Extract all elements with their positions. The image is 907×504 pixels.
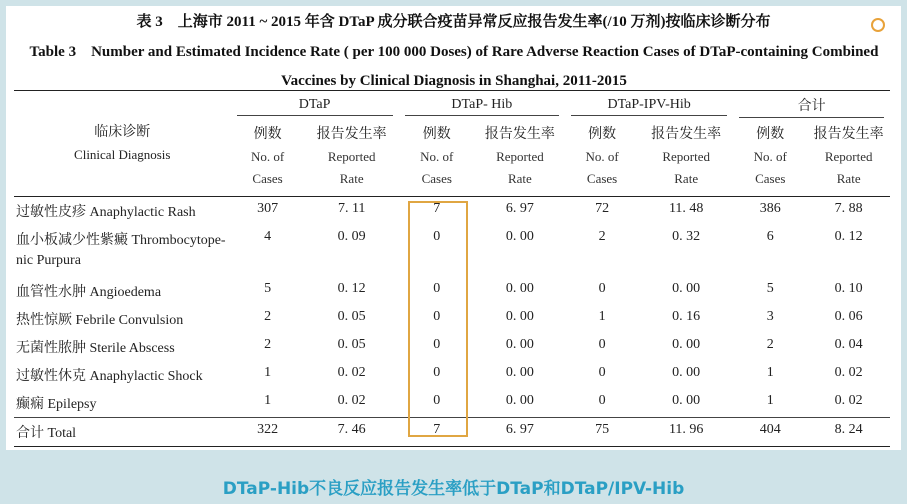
group-header-total: 合计 bbox=[733, 91, 890, 121]
cases-cell: 2 bbox=[598, 229, 606, 244]
cases-cell: 75 bbox=[595, 422, 610, 437]
cases-subheader-cn: 例数 bbox=[588, 127, 617, 142]
rate-cell: 8. 24 bbox=[834, 422, 863, 437]
rate-cell: 0. 02 bbox=[834, 393, 863, 408]
cases-cell: 1 bbox=[264, 365, 272, 380]
cases-cell: 5 bbox=[264, 281, 272, 296]
rate-cell: 0. 02 bbox=[337, 393, 366, 408]
cases-subheader bbox=[565, 120, 639, 197]
diagnosis-header-en: Clinical Diagnosis bbox=[74, 146, 171, 162]
cases-subheader bbox=[399, 120, 475, 197]
diagnosis-label-text: 血小板减少性紫癜 Thrombocytope- bbox=[16, 233, 226, 248]
rate-cell: 0. 16 bbox=[672, 309, 701, 324]
cases-subheader bbox=[733, 120, 807, 197]
cases-cell: 0 bbox=[598, 365, 606, 380]
rate-subheader-cn: 报告发生率 bbox=[316, 127, 387, 142]
cases-cell: 1 bbox=[598, 309, 606, 324]
rate-cell: 7. 46 bbox=[337, 422, 366, 437]
rate-subheader bbox=[475, 120, 565, 197]
rate-cell: 0. 05 bbox=[337, 309, 366, 324]
rate-cell: 0. 00 bbox=[505, 365, 534, 380]
cases-subheader-cn: 例数 bbox=[422, 127, 451, 142]
cases-cell: 0 bbox=[433, 337, 441, 352]
diagnosis-label-text: 合计 Total bbox=[16, 426, 77, 441]
rate-subheader bbox=[807, 120, 890, 197]
rate-cell: 0. 12 bbox=[834, 229, 863, 244]
rate-subheader-en-line1: Reported bbox=[496, 149, 544, 164]
rate-subheader bbox=[305, 120, 399, 197]
cases-cell: 0 bbox=[433, 365, 441, 380]
cases-cell: 5 bbox=[766, 281, 774, 296]
cases-subheader-en-line2: Cases bbox=[252, 171, 283, 186]
rate-cell: 0. 00 bbox=[672, 281, 701, 296]
cases-subheader-en-line1: No. of bbox=[420, 149, 454, 164]
cases-cell: 0 bbox=[598, 393, 606, 408]
diagnosis-label bbox=[14, 305, 231, 333]
cases-subheader-en-line1: No. of bbox=[585, 149, 619, 164]
cases-subheader-en-line1: No. of bbox=[753, 149, 787, 164]
rate-cell: 11. 48 bbox=[668, 201, 704, 216]
diagnosis-header bbox=[14, 91, 231, 197]
cases-cell: 3 bbox=[766, 309, 774, 324]
dtap-hib-cases-highlight bbox=[408, 201, 468, 437]
cases-cell: 0 bbox=[433, 229, 441, 244]
cases-subheader-en-line2: Cases bbox=[586, 171, 618, 186]
cases-cell: 386 bbox=[759, 201, 781, 216]
rate-subheader bbox=[639, 120, 733, 197]
cases-cell: 2 bbox=[766, 337, 774, 352]
summary-caption: DTaP-Hib不良反应报告发生率低于DTaP和DTaP/IPV-Hib bbox=[222, 479, 685, 499]
rate-cell: 0. 02 bbox=[834, 365, 863, 380]
cases-cell: 1 bbox=[766, 365, 774, 380]
cases-cell: 1 bbox=[264, 393, 272, 408]
rate-subheader-en-line2: Rate bbox=[339, 171, 364, 186]
diagnosis-label bbox=[14, 277, 231, 305]
cases-cell: 7 bbox=[433, 422, 441, 437]
rate-cell: 0. 00 bbox=[672, 393, 701, 408]
rate-cell: 0. 00 bbox=[672, 337, 701, 352]
rate-subheader-en-line1: Reported bbox=[824, 149, 873, 164]
rate-cell: 0. 09 bbox=[337, 229, 366, 244]
rate-cell: 0. 04 bbox=[834, 337, 863, 352]
rate-cell: 7. 88 bbox=[834, 201, 863, 216]
cases-cell: 2 bbox=[264, 309, 272, 324]
rate-cell: 0. 12 bbox=[337, 281, 366, 296]
rate-cell: 0. 10 bbox=[834, 281, 863, 296]
cases-cell: 6 bbox=[766, 229, 774, 244]
cases-cell: 322 bbox=[257, 422, 279, 437]
diagnosis-label bbox=[14, 333, 231, 361]
group-header-dtap: DTaP bbox=[231, 91, 399, 121]
cases-subheader-en-line2: Cases bbox=[755, 171, 786, 186]
diagnosis-label-text-cont: nic Purpura bbox=[16, 253, 81, 268]
diagnosis-label bbox=[14, 389, 231, 418]
rate-cell: 0. 00 bbox=[505, 337, 534, 352]
cases-cell: 307 bbox=[257, 201, 279, 216]
diagnosis-label-text: 癫痫 Epilepsy bbox=[16, 397, 97, 412]
rate-cell: 11. 96 bbox=[668, 422, 704, 437]
rate-cell: 6. 97 bbox=[505, 201, 534, 216]
rate-subheader-cn: 报告发生率 bbox=[813, 127, 884, 142]
diagnosis-label-text: 热性惊厥 Febrile Convulsion bbox=[16, 313, 184, 328]
group-header-dtap-ipv-hib: DTaP-IPV-Hib bbox=[565, 91, 733, 121]
rate-cell: 0. 00 bbox=[672, 365, 701, 380]
cases-subheader-cn: 例数 bbox=[253, 127, 282, 142]
rate-subheader-en-line1: Reported bbox=[327, 149, 376, 164]
rate-cell: 7. 11 bbox=[337, 201, 366, 216]
rate-subheader-en-line2: Rate bbox=[674, 171, 699, 186]
rate-cell: 6. 97 bbox=[505, 422, 534, 437]
rate-subheader-en-line1: Reported bbox=[662, 149, 710, 164]
cases-cell: 1 bbox=[766, 393, 774, 408]
rate-cell: 0. 06 bbox=[834, 309, 863, 324]
cases-subheader-en-line2: Cases bbox=[421, 171, 452, 186]
cases-cell: 72 bbox=[595, 201, 610, 216]
cases-subheader-cn: 例数 bbox=[756, 127, 785, 142]
cases-subheader bbox=[231, 120, 305, 197]
rate-cell: 0. 00 bbox=[505, 229, 534, 244]
rate-subheader-cn: 报告发生率 bbox=[484, 127, 555, 142]
diagnosis-label bbox=[14, 361, 231, 389]
cases-cell: 404 bbox=[759, 422, 781, 437]
rate-subheader-cn: 报告发生率 bbox=[651, 127, 722, 142]
cases-cell: 0 bbox=[433, 309, 441, 324]
rate-cell: 0. 05 bbox=[337, 337, 366, 352]
rate-subheader-en-line2: Rate bbox=[507, 171, 532, 186]
cases-cell: 7 bbox=[433, 201, 441, 216]
diagnosis-label-text: 过敏性皮疹 Anaphylactic Rash bbox=[16, 205, 196, 220]
diagnosis-label-text: 过敏性休克 Anaphylactic Shock bbox=[16, 369, 203, 384]
diagnosis-label-text: 无菌性脓肿 Sterile Abscess bbox=[16, 341, 175, 356]
rate-subheader-en-line2: Rate bbox=[836, 171, 861, 186]
diagnosis-label bbox=[14, 418, 231, 447]
orange-circle-icon bbox=[871, 18, 885, 32]
cases-subheader-en-line1: No. of bbox=[250, 149, 285, 164]
diagnosis-label bbox=[14, 197, 231, 226]
cases-cell: 0 bbox=[433, 281, 441, 296]
rate-cell: 0. 00 bbox=[505, 309, 534, 324]
cases-cell: 4 bbox=[264, 229, 272, 244]
diagnosis-header-cn: 临床诊断 bbox=[94, 124, 151, 140]
cases-cell: 0 bbox=[598, 337, 606, 352]
cases-cell: 0 bbox=[598, 281, 606, 296]
diagnosis-label bbox=[14, 225, 231, 277]
diagnosis-label-text: 血管性水肿 Angioedema bbox=[16, 285, 162, 300]
cases-cell: 0 bbox=[433, 393, 441, 408]
rate-cell: 0. 00 bbox=[505, 393, 534, 408]
rate-cell: 0. 32 bbox=[672, 229, 701, 244]
rate-cell: 0. 02 bbox=[337, 365, 366, 380]
table-title-en: Table 3 Number and Estimated Incidence Rate ( per 100 000 Doses) of Rare Adverse Reaction Cases of DTaP-containing Combined Vaccines by Clinical Diagnosis in Shanghai, 2011-2015 bbox=[29, 44, 879, 89]
group-header-dtap-hib: DTaP- Hib bbox=[399, 91, 565, 121]
rate-cell: 0. 00 bbox=[505, 281, 534, 296]
table-title-cn: 表 3 上海市 2011 ~ 2015 年含 DTaP 成分联合疫苗异常反应报告发生率(/10 万剂)按临床诊断分布 bbox=[136, 14, 771, 30]
cases-cell: 2 bbox=[264, 337, 272, 352]
